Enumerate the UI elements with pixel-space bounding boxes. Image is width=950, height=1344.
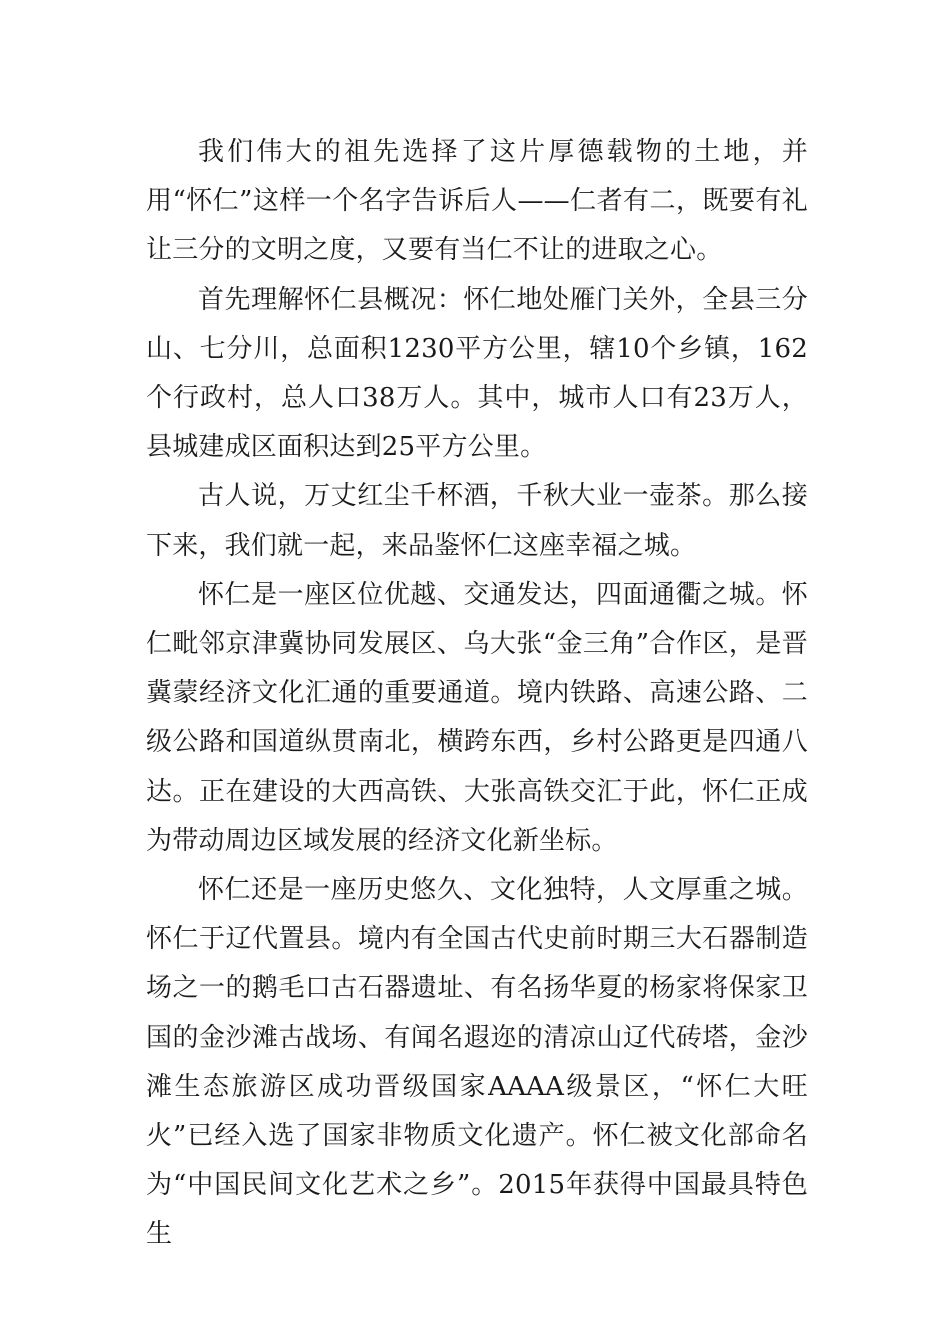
paragraph-county-overview: 首先理解怀仁县概况：怀仁地处雁门关外，全县三分山、七分川，总面积1230平方公里，辖10个乡镇，162个行政村，总人口38万人。其中，城市人口有23万人，县城建成区面积达到25平方公里。 — [146, 284, 808, 463]
paragraph-transition: 古人说，万丈红尘千杯酒，千秋大业一壶茶。那么接下来，我们就一起，来品鉴怀仁这座幸福之城。 — [146, 481, 808, 561]
document-body — [146, 128, 808, 1260]
paragraph-history-culture: 怀仁还是一座历史悠久、文化独特，人文厚重之城。怀仁于辽代置县。境内有全国古代史前时期三大石器制造场之一的鹅毛口古石器遗址、有名扬华夏的杨家将保家卫国的金沙滩古战场、有闻名遐迩的清凉山辽代砖塔，金沙滩生态旅游区成功晋级国家AAAA级景区，“怀仁大旺火”已经入选了国家非物质文化遗产。怀仁被文化部命名为“中国民间文化艺术之乡”。2015年获得中国最具特色生 — [146, 875, 808, 1250]
paragraph-intro: 我们伟大的祖先选择了这片厚德载物的土地，并用“怀仁”这样一个名字告诉后人——仁者有二，既要有礼让三分的文明之度，又要有当仁不让的进取之心。 — [146, 137, 808, 266]
paragraph-transportation: 怀仁是一座区位优越、交通发达，四面通衢之城。怀仁毗邻京津冀协同发展区、乌大张“金三角”合作区，是晋冀蒙经济文化汇通的重要通道。境内铁路、高速公路、二级公路和国道纵贯南北，横跨东西，乡村公路更是四通八达。正在建设的大西高铁、大张高铁交汇于此，怀仁正成为带动周边区域发展的经济文化新坐标。 — [146, 579, 808, 856]
